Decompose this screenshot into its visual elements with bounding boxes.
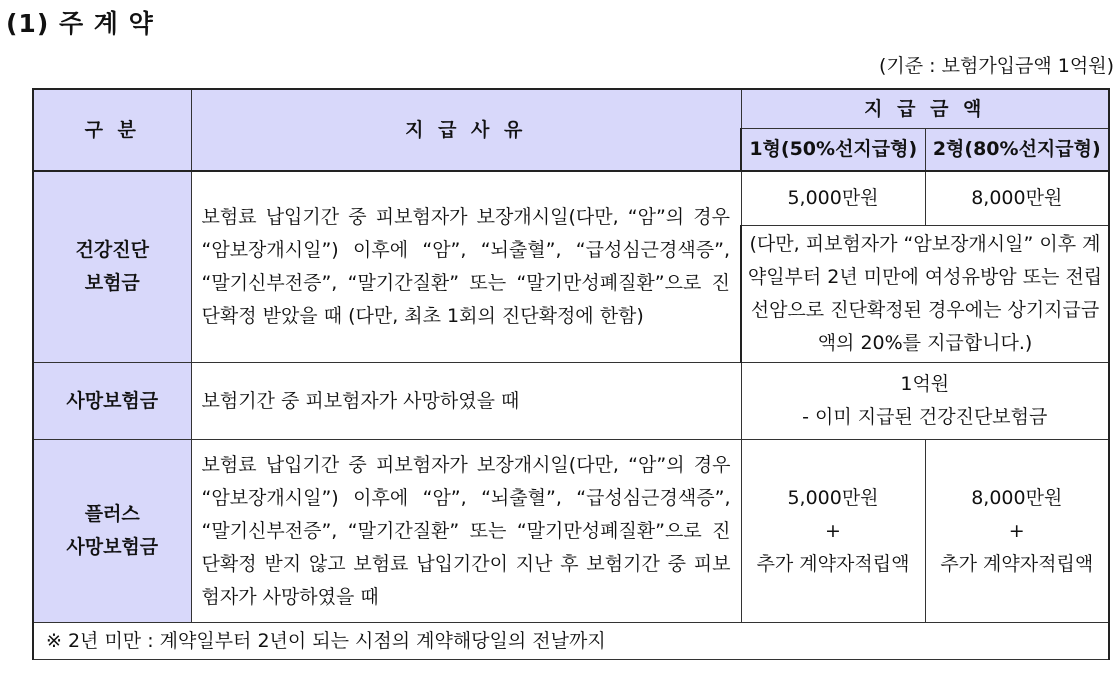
table-row bbox=[33, 171, 1109, 226]
amount-death-line2: - 이미 지급된 건강진단보험금 bbox=[802, 406, 1048, 428]
amount-type1: 5,000만원 bbox=[741, 171, 925, 226]
header-category: 구 분 bbox=[33, 89, 191, 171]
amount-line: + bbox=[825, 519, 841, 542]
amount-line: 5,000만원 bbox=[787, 486, 879, 509]
header-amount: 지 급 금 액 bbox=[741, 89, 1109, 129]
amount-line: 8,000만원 bbox=[971, 486, 1063, 509]
category-death: 사망보험금 bbox=[33, 363, 191, 440]
header-type2: 2형(80%선지급형) bbox=[925, 129, 1109, 171]
amount-line: 추가 계약자적립액 bbox=[756, 552, 910, 575]
amount-death bbox=[741, 363, 1109, 440]
amount-plus-type1 bbox=[741, 440, 925, 623]
category-line: 건강진단 bbox=[75, 239, 149, 261]
reason-plus-death: 보험료 납입기간 중 피보험자가 보장개시일(다만, “암”의 경우 “암보장개시일”) 이후에 “암”, “뇌출혈”, “급성심근경색증”, “말기신부전증”, “말기간질환” 또는 “말기만성폐질환”으로 진단확정 받지 않고 보험료 납입기간이 지난 후 보험기간 중 피보험자가 사망하였을 때 bbox=[191, 440, 741, 623]
footnote: ※ 2년 미만 : 계약일부터 2년이 되는 시점의 계약해당일의 전날까지 bbox=[33, 623, 1109, 660]
footnote-row bbox=[33, 623, 1109, 660]
table-header-row-1 bbox=[33, 89, 1109, 129]
category-line: 플러스 bbox=[84, 503, 140, 525]
category-line: 사망보험금 bbox=[66, 536, 159, 558]
reason-death: 보험기간 중 피보험자가 사망하였을 때 bbox=[191, 363, 741, 440]
header-reason: 지 급 사 유 bbox=[191, 89, 741, 171]
table-row bbox=[33, 363, 1109, 440]
amount-line: 추가 계약자적립액 bbox=[940, 552, 1094, 575]
amount-line: + bbox=[1008, 519, 1025, 542]
section-title: (1) 주 계 약 bbox=[6, 9, 154, 38]
table-row bbox=[33, 440, 1109, 623]
category-plus-death bbox=[33, 440, 191, 623]
reason-health-diagnosis: 보험료 납입기간 중 피보험자가 보장개시일(다만, “암”의 경우 “암보장개시일”) 이후에 “암”, “뇌출혈”, “급성심근경색증”, “말기신부전증”, “말기간질환” 또는 “말기만성폐질환”으로 진단확정 받았을 때 (다만, 최초 1회의 진단확정에 한함) bbox=[191, 171, 741, 363]
basis-note: (기준 : 보험가입금액 1억원) bbox=[879, 55, 1114, 77]
amount-type2: 8,000만원 bbox=[925, 171, 1109, 226]
category-health-diagnosis bbox=[33, 171, 191, 363]
amount-death-line1: 1억원 bbox=[900, 373, 950, 395]
header-type1: 1형(50%선지급형) bbox=[741, 129, 925, 171]
amount-plus-type2 bbox=[925, 440, 1109, 623]
category-line: 보험금 bbox=[84, 272, 140, 294]
benefit-table bbox=[32, 88, 1110, 660]
amount-note: (다만, 피보험자가 “암보장개시일” 이후 계약일부터 2년 미만에 여성유방암 또는 전립선암으로 진단확정된 경우에는 상기지급금액의 20%를 지급합니다.) bbox=[741, 226, 1109, 363]
